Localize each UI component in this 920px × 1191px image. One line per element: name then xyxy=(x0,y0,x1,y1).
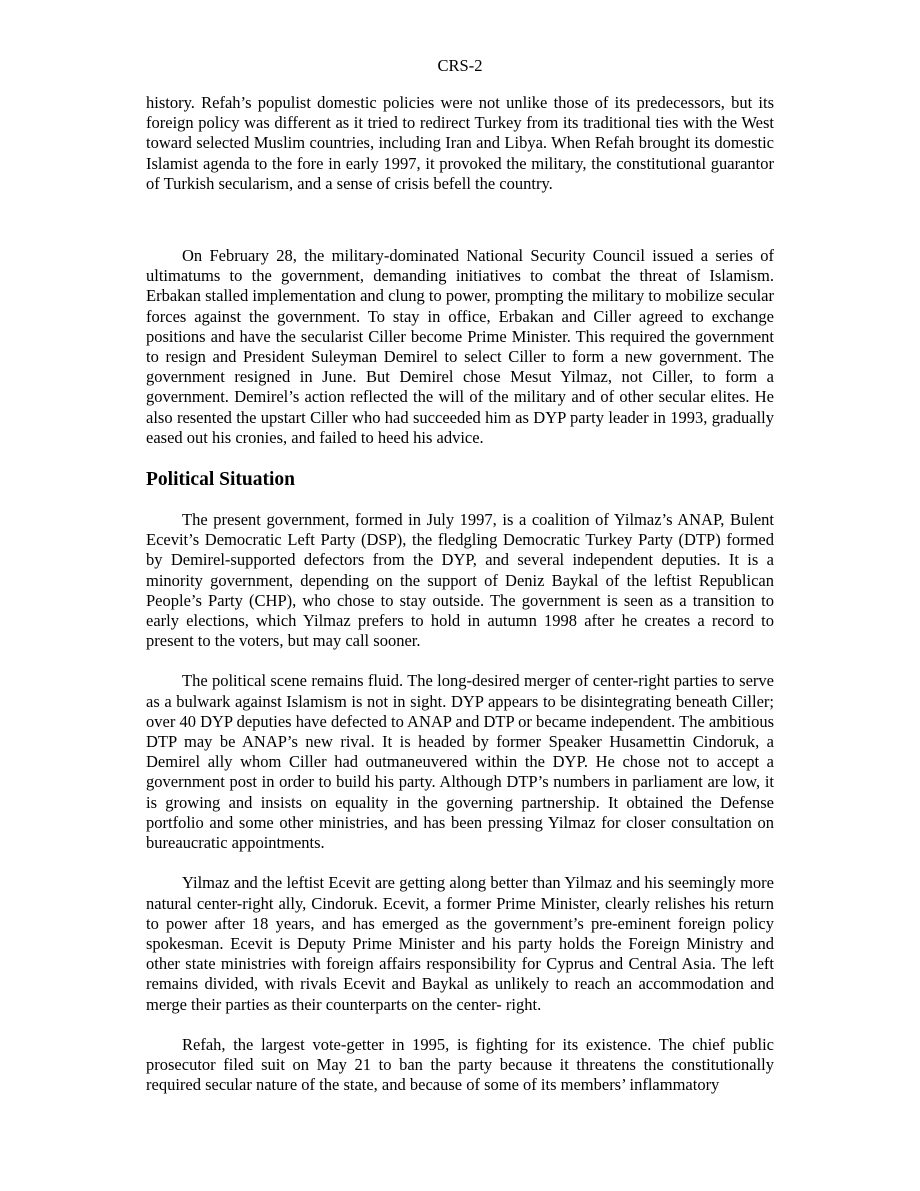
paragraph-yilmaz-ecevit: Yilmaz and the leftist Ecevit are getting along better than Yilmaz and his seemingly more natural center-right ally, Cindoruk. Ecevit, a former Prime Minister, clearly relishes his return to power after 18 years, and has emerged as the government’s pre-eminent foreign policy spokesman. Ecevit is Deputy Prime Minister and his party holds the Foreign Ministry and other state ministries with foreign affairs responsibility for Cyprus and Central Asia. The left remains divided, with rivals Ecevit and Baykal as unlikely to reach an accommodation and merge their parties as their counterparts on the center- right. xyxy=(146,873,774,1014)
paragraph-present-government: The present government, formed in July 1997, is a coalition of Yilmaz’s ANAP, Bulent Ecevit’s Democratic Left Party (DSP), the fledgling Democratic Turkey Party (DTP) formed by Demirel-supported defectors from the DYP, and several independent deputies. It is a minority government, depending on the support of Deniz Baykal of the leftist Republican People’s Party (CHP), who chose to stay outside. The government is seen as a transition to early elections, which Yilmaz prefers to hold in autumn 1998 after he creates a record to present to the voters, but may call sooner. xyxy=(146,510,774,651)
paragraph-refah-policies: history. Refah’s populist domestic policies were not unlike those of its predecessors, but its foreign policy was different as it tried to redirect Turkey from its traditional ties with the West toward selected Muslim countries, including Iran and Libya. When Refah brought its domestic Islamist agenda to the fore in early 1997, it provoked the military, the constitutional guarantor of Turkish secularism, and a sense of crisis befell the country. xyxy=(146,93,774,193)
paragraph-political-scene: The political scene remains fluid. The long-desired merger of center-right parties to serve as a bulwark against Islamism is not in sight. DYP appears to be disintegrating beneath Ciller; over 40 DYP deputies have defected to ANAP and DTP or became independent. The ambitious DTP may be ANAP’s new rival. It is headed by former Speaker Husamettin Cindoruk, a Demirel ally whom Ciller had outmaneuvered within the DYP. He chose not to accept a government post in order to build his party. Although DTP’s numbers in parliament are low, it is growing and insists on equality in the governing partnership. It obtained the Defense portfolio and some other ministries, and has been pressing Yilmaz for closer consultation on bureaucratic appointments. xyxy=(146,671,774,853)
page-header: CRS-2 xyxy=(437,56,483,75)
section-heading-political-situation: Political Situation xyxy=(146,469,295,491)
paragraph-february-28: On February 28, the military-dominated National Security Council issued a series of ultimatums to the government, demanding initiatives to combat the threat of Islamism. Erbakan stalled implementation and clung to power, prompting the military to mobilize secular forces against the government. To stay in office, Erbakan and Ciller agreed to exchange positions and have the secularist Ciller become Prime Minister. This required the government to resign and President Suleyman Demirel to select Ciller to form a new government. The government resigned in June. But Demirel chose Mesut Yilmaz, not Ciller, to form a government. Demirel’s action reflected the will of the military and of other secular elites. He also resented the upstart Ciller who had succeeded him as DYP party leader in 1993, gradually eased out his cronies, and failed to heed his advice. xyxy=(146,246,774,447)
paragraph-refah-existence: Refah, the largest vote-getter in 1995, is fighting for its existence. The chief public prosecutor filed suit on May 21 to ban the party because it threatens the constitutionally required secular nature of the state, and because of some of its members’ inflammatory xyxy=(146,1034,774,1095)
document-body xyxy=(146,93,774,1095)
